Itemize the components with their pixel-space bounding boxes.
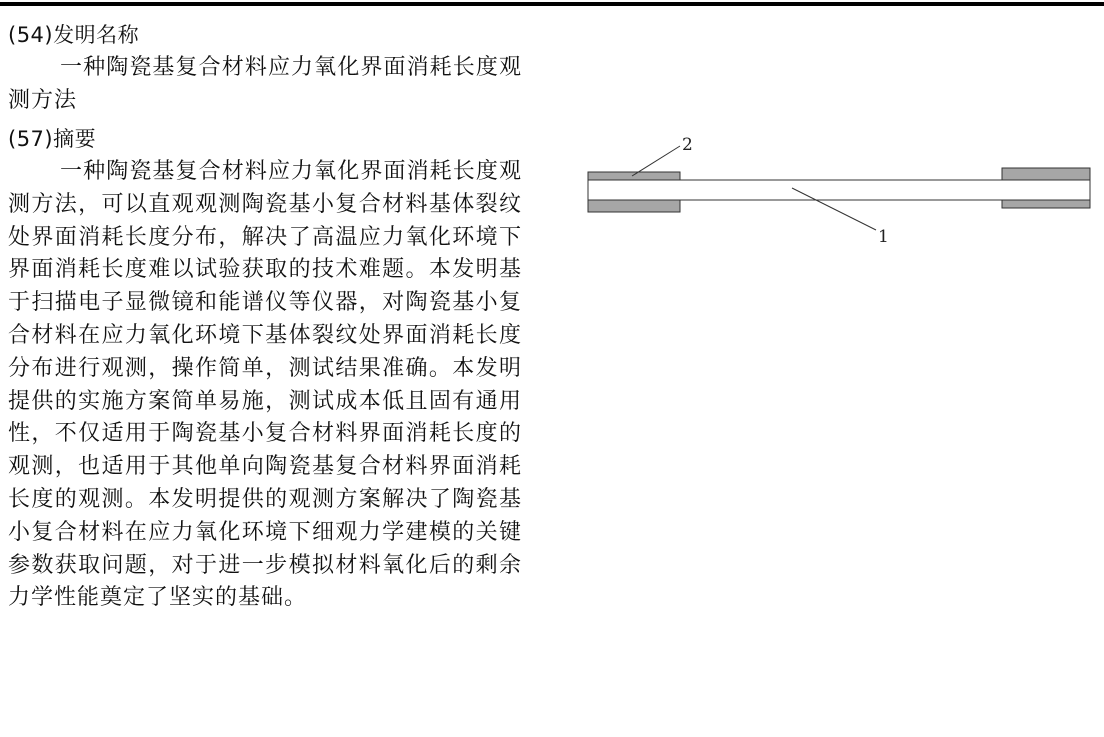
specimen-diagram xyxy=(580,130,1100,250)
figure-label-2: 2 xyxy=(682,135,693,155)
abstract-text: 一种陶瓷基复合材料应力氧化界面消耗长度观测方法，可以直观观测陶瓷基小复合材料基体裂纹处界面消耗长度分布，解决了高温应力氧化环境下界面消耗长度难以试验获取的技术难题。本发明基于扫描电子显微镜和能谱仪等仪器，对陶瓷基小复合材料在应力氧化环境下基体裂纹处界面消耗长度分布进行观测，操作简单，测试结果准确。本发明提供的实施方案简单易施，测试成本低且固有通用性，不仅适用于陶瓷基小复合材料界面消耗长度的观测，也适用于其他单向陶瓷基复合材料界面消耗长度的观测。本发明提供的观测方案解决了陶瓷基小复合材料在应力氧化环境下细观力学建模的关键参数获取问题，对于进一步模拟材料氧化后的剩余力学性能奠定了坚实的基础。 xyxy=(8,159,522,611)
specimen-body xyxy=(588,180,1090,200)
figure-label-1: 1 xyxy=(878,227,889,247)
text-column xyxy=(8,18,548,615)
title-section-label: (54)发明名称 xyxy=(8,23,140,47)
invention-title: 一种陶瓷基复合材料应力氧化界面消耗长度观测方法 xyxy=(8,55,522,113)
specimen-figure xyxy=(580,130,1100,250)
header-rule xyxy=(0,2,1104,6)
abstract-section-label: (57)摘要 xyxy=(8,127,97,151)
